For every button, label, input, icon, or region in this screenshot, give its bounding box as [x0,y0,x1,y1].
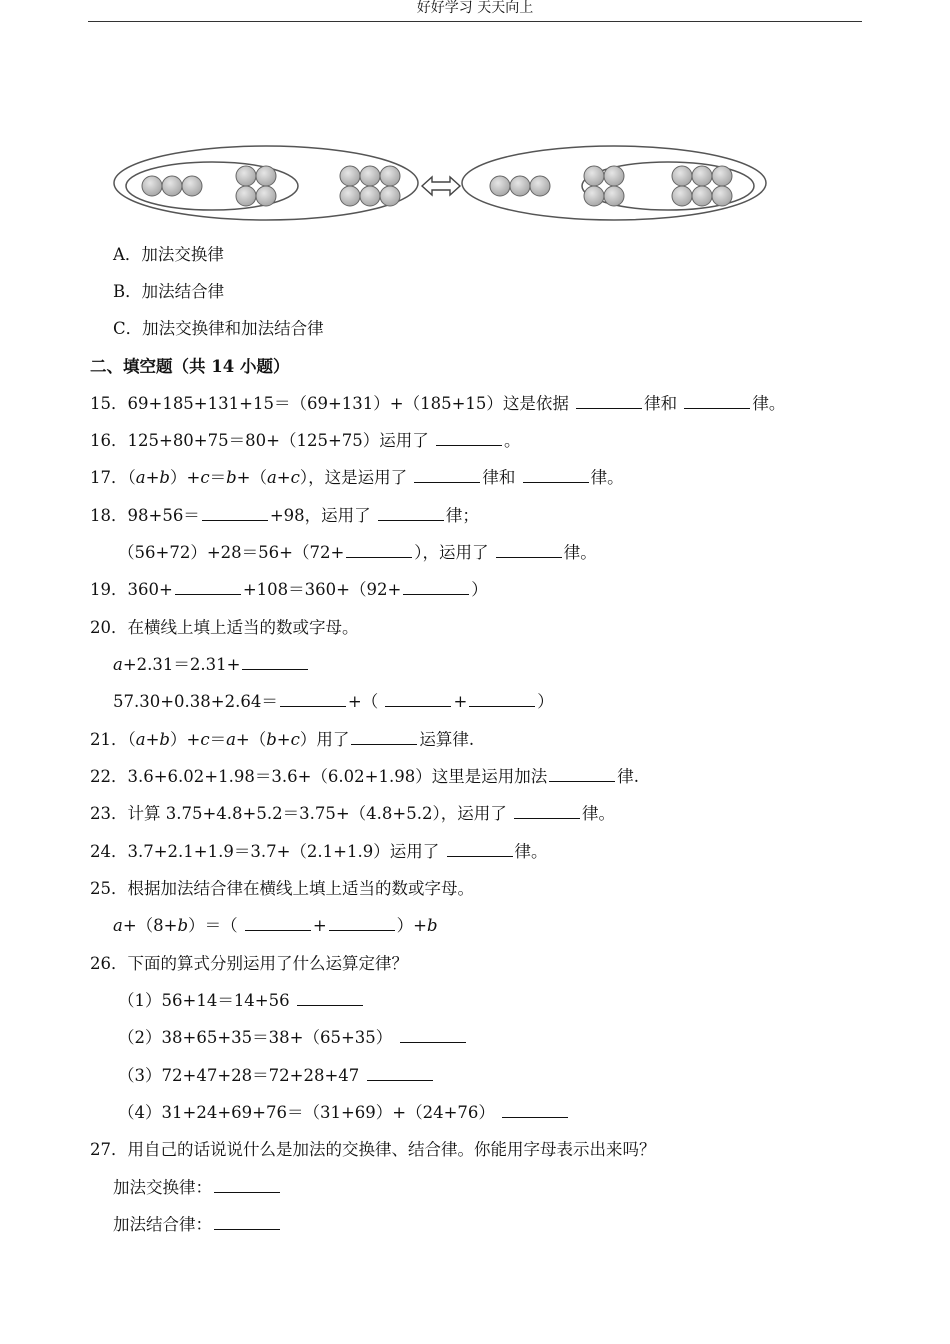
blank [297,991,363,1006]
ball [256,166,276,186]
ball [380,186,400,206]
ball [380,166,400,186]
question-27b: 加法结合律： [113,1214,282,1236]
ball [692,186,712,206]
ball [340,166,360,186]
question-26: 26．下面的算式分别运用了什么运算定律？ [90,954,408,973]
ball [340,186,360,206]
blank [576,394,642,409]
question-15: 15．69+185+131+15＝（69+131）+（185+15）这是依据 律和 律。 [90,394,786,413]
question-20a: a+2.31＝2.31+ [113,654,310,676]
ball [584,186,604,206]
ball [236,166,256,186]
blank [378,506,444,521]
blank [245,916,311,931]
blank [214,1178,280,1193]
ball [360,186,380,206]
ball [672,166,692,186]
option-a: A．加法交换律 [113,245,224,264]
ball [490,176,510,196]
blank [447,842,513,857]
blank [242,655,308,670]
ball [256,186,276,206]
question-18b: （56+72）+28＝56+（72+ ），运用了 律。 [118,543,597,562]
addition-law-diagram [112,135,772,235]
blank [175,580,241,595]
question-23: 23．计算 3.75+4.8+5.2＝3.75+（4.8+5.2），运用了 律。 [90,804,615,823]
question-26-2: （2）38+65+35＝38+（65+35） [118,1027,468,1049]
question-24: 24．3.7+2.1+1.9＝3.7+（2.1+1.9）运用了 律。 [90,842,548,861]
blank [496,543,562,558]
blank [436,431,502,446]
question-26-1: （1）56+14＝14+56 [118,990,365,1012]
blank [214,1215,280,1230]
blank [502,1103,568,1118]
question-17: 17．（a+b）+c＝b+（a+c），这是运用了 律和 律。 [90,468,624,487]
question-25a: a+（8+b）＝（ + ）+b [113,916,438,935]
ball [530,176,550,196]
blank [684,394,750,409]
blank [400,1028,466,1043]
question-25: 25．根据加法结合律在横线上填上适当的数或字母。 [90,879,474,898]
question-22: 22．3.6+6.02+1.98＝3.6+（6.02+1.98）这里是运用加法 律. [90,767,639,786]
question-21: 21．（a+b）+c＝a+（b+c）用了 运算律. [90,730,475,749]
question-18a: 18．98+56＝ +98，运用了 律； [90,506,479,525]
question-26-4: （4）31+24+69+76＝（31+69）+（24+76） [118,1102,570,1124]
question-20: 20．在横线上填上适当的数或字母。 [90,618,359,637]
ball [510,176,530,196]
ball [360,166,380,186]
blank [346,543,412,558]
ball [692,166,712,186]
blank [403,580,469,595]
question-27: 27．用自己的话说说什么是加法的交换律、结合律。你能用字母表示出来吗？ [90,1140,656,1159]
blank [469,692,535,707]
blank [414,468,480,483]
question-19: 19．360+ +108＝360+（92+ ） [90,580,488,599]
ball [236,186,256,206]
ball [182,176,202,196]
blank [329,916,395,931]
blank [549,767,615,782]
section-title: 二、填空题（共 14 小题） [90,357,290,376]
ball [142,176,162,196]
option-c: C．加法交换律和加法结合律 [113,319,324,338]
blank [514,804,580,819]
blank [367,1066,433,1081]
blank [351,730,417,745]
option-b: B．加法结合律 [113,282,225,301]
ball [604,186,624,206]
page-header: 好好学习 天天向上 [88,0,862,22]
blank [202,506,268,521]
ball [712,186,732,206]
blank [280,692,346,707]
ball [672,186,692,206]
question-16: 16．125+80+75＝80+（125+75）运用了 。 [90,431,521,450]
double-arrow-icon [422,177,460,195]
question-20b: 57.30+0.38+2.64＝ +（ + ） [113,692,554,711]
question-26-3: （3）72+47+28＝72+28+47 [118,1065,435,1087]
ball [604,166,624,186]
question-27a: 加法交换律： [113,1177,282,1199]
blank [385,692,451,707]
ball [162,176,182,196]
blank [523,468,589,483]
ball [584,166,604,186]
ball [712,166,732,186]
